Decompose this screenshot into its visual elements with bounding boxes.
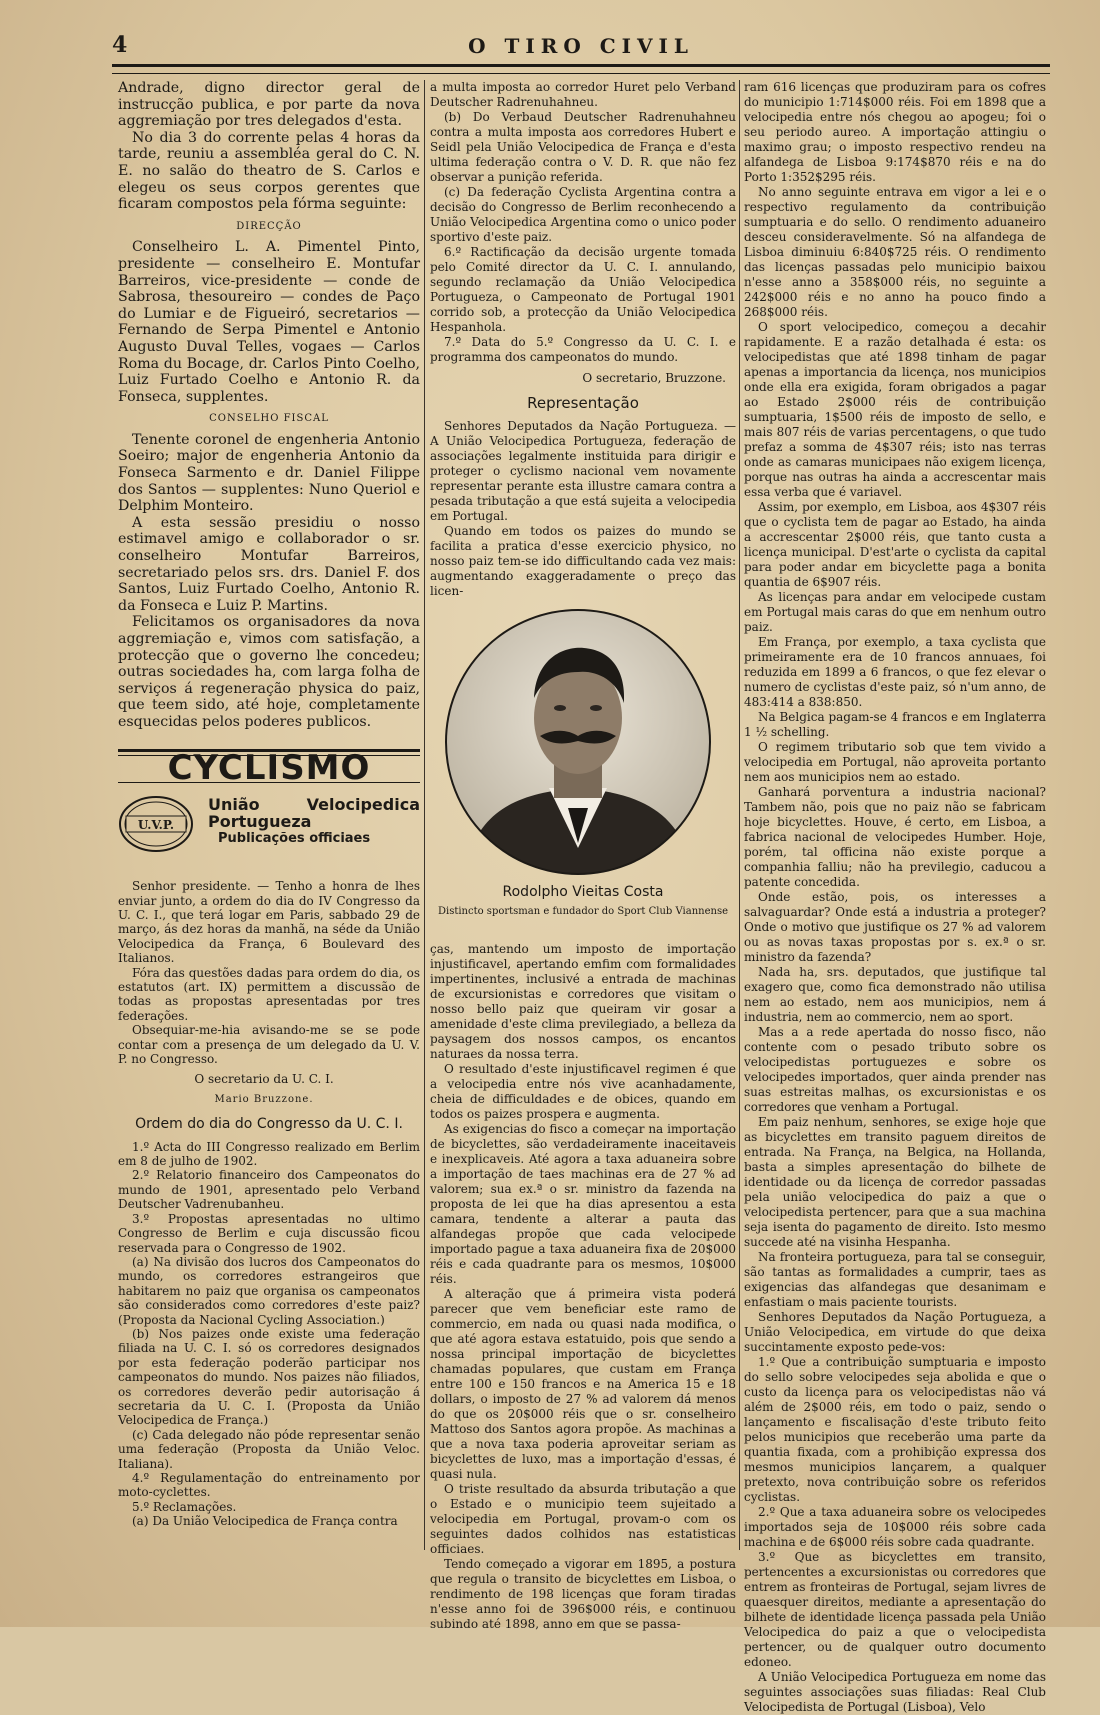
column-divider	[424, 80, 425, 1550]
uvp-logo-text: U.V.P.	[137, 818, 175, 833]
paragraph: (c) Da federação Cyclista Argentina contra a decisão do Congresso de Berlim reconhecendo a União Velocipedica Argentina como o unico poder sportivo d'este paiz.	[430, 185, 736, 244]
agenda-item: (c) Cada delegado não póde representar senão uma federação (Proposta da União Veloc. Italiana).	[118, 1427, 420, 1471]
representacao-heading: Representação	[527, 394, 639, 412]
column-2-bottom	[430, 942, 736, 1631]
paragraph: Senhor presidente. — Tenho a honra de lhes enviar junto, a ordem do dia do IV Congresso da U. C. I., que terá logar em Paris, sabbado 29 de março, ás dez horas da manhã, na séde da União Velocipedica da França, 6 Boulevard des Italianos.	[118, 879, 420, 966]
portrait-caption-subtitle: Distincto sportsman e fundador do Sport Club Viannense	[437, 906, 728, 917]
paragraph: 7.º Data do 5.º Congresso da U. C. I. e programma dos campeonatos do mundo.	[430, 335, 736, 364]
paragraph: Felicitamos os organisadores da nova aggremiação e, vimos com satisfação, a protecção que o governo lhe concedeu; outras sociedades ha, com larga folha de serviços á regeneração physica do paiz, que teem sido, até hoje, completamente esquecidas pelos poderes publicos.	[118, 614, 420, 730]
agenda-item: (b) Nos paizes onde existe uma federação filiada na U. C. I. só os corredores designados por esta federação poderão participar nos campeonatos do mundo. Nos paizes não filiados, os corredores deverão pedir autorisação á secretaria da U. C. I. (Proposta da União Velocipedica de França.)	[118, 1326, 420, 1428]
column-2-top	[430, 80, 736, 598]
signature-name: Mario Bruzzone.	[214, 1093, 314, 1105]
uvp-subtitle: Publicações officiaes	[218, 831, 371, 847]
paragraph: Na Belgica pagam-se 4 francos e em Inglaterra 1 ½ schelling.	[744, 710, 1046, 739]
uvp-header	[118, 791, 420, 869]
paragraph: As exigencias do fisco a começar na importação de bicyclettes, são verdadeiramente inaceitaveis e inexplicaveis. Até agora a taxa aduaneira sobre a importação de taes machinas era de 27 % ad valorem; sua ex.ª o sr. ministro da fazenda na proposta de lei que ha dias apresentou a esta camara, tendente a alterar a pauta das alfandegas propõe que cada velocipede importado pague a taxa aduaneira fixa de 20$000 réis e cada quadrante para os mesmos, 10$000 réis.	[430, 1122, 736, 1286]
paragraph: 1.º Que a contribuição sumptuaria e imposto do sello sobre velocipedes seja abolida e que o custo da licença para os velocipedistas não vá além de 2$000 réis, em todo o paiz, sendo o lançamento e fiscalisação d'este tributo feito pelos municipios que receberão uma parte da quantia fixada, com a prohibição expressa dos mesmos municipios lançarem, a qualquer pretexto, nova contribuição sobre os referidos cyclistas.	[744, 1355, 1046, 1504]
paragraph: 2.º Que a taxa aduaneira sobre os velocipedes importados seja de 10$000 réis sobre cada machina e de 6$000 réis sobre cada quadrante.	[744, 1505, 1046, 1549]
paragraph: A esta sessão presidiu o nosso estimavel amigo e collaborador o sr. conselheiro Montufar Barreiros, secretariado pelos srs. drs. Daniel F. dos Santos, Luiz Furtado Coelho, Antonio R. da Fonseca e Luiz P. Martins.	[118, 514, 420, 614]
paragraph: As licenças para andar em velocipede custam em Portugal mais caras do que em nenhum outro paiz.	[744, 590, 1046, 634]
running-title: O TIRO CIVIL	[468, 34, 694, 58]
subheading-conselho-fiscal: CONSELHO FISCAL	[209, 413, 329, 425]
official-publications	[118, 879, 420, 1528]
paragraph: ças, mantendo um imposto de importação injustificavel, apertando emfim com formalidades impertinentes, inclusivé a entrada de machinas de excursionistas e corredores que visitam o nosso bello paiz que queiram vir gosar a amenidade d'este clima previlegiado, a belleza da paysagem dos nossos campos, os encantos naturaes da nossa terra.	[430, 942, 736, 1061]
agenda-item: (a) Da União Velocipedica de França contra	[132, 1514, 398, 1529]
paragraph: 6.º Ractificação da decisão urgente tomada pelo Comité director da U. C. I. annulando, segundo reclamação da União Velocipedica Portugueza, o Campeonato de Portugal 1901 corrido sob, a protecção da União Velocipedica Hespanhola.	[430, 245, 736, 334]
ordem-heading: Ordem do dia do Congresso da U. C. I.	[135, 1116, 403, 1133]
header-rule	[112, 64, 1050, 74]
paragraph: O regimem tributario sob que tem vivido a velocipedia em Portugal, não aproveita portanto nem aos municipios nem ao estado.	[744, 740, 1046, 784]
paragraph: Quando em todos os paizes do mundo se facilita a pratica d'esse exercicio physico, no nosso paiz tem-se ido difficultando cada vez mais: augmentando exaggeradamente o preço das licen-	[430, 524, 736, 598]
paragraph: A alteração que á primeira vista poderá parecer que vem beneficiar este ramo de commercio, em nada ou quasi nada modifica, o que até agora estava estatuido, pois que sendo a nossa principal importação de bicyclettes chamadas populares, que custam em França entre 100 e 150 francos e na America 15 e 18 dollars, o imposto de 27 % ad valorem dá menos do que os 20$000 réis que o sr. conselheiro Mattoso dos Santos agora propõe. As machinas a que a nova taxa poderia aproveitar seriam as bicyclettes de luxo, mas a importação d'essas, é quasi nula.	[430, 1287, 736, 1481]
paragraph: Tenente coronel de engenheria Antonio Soeiro; major de engenheria Antonio da Fonseca Sarmento e dr. Daniel Filippe dos Santos — supplentes: Nuno Queriol e Delphim Monteiro.	[118, 431, 420, 515]
paragraph: O resultado d'este injustificavel regimen é que a velocipedia entre nós vive acanhadamente, cheia de difficuldades e de obices, quando em todos os paizes prospera e augmenta.	[430, 1062, 736, 1121]
agenda-item: 2.º Relatorio financeiro dos Campeonatos do mundo de 1901, apresentado pelo Verband Deutscher Vadrenubanheu.	[118, 1168, 420, 1212]
signature-role: O secretario da U. C. I.	[194, 1072, 334, 1087]
paragraph: Mas a a rede apertada do nosso fisco, não contente com o pesado tributo sobre os velocipedistas portuguezes e sobre os velocipedes importados, quer ainda prender nas suas estreitas malhas, os excursionistas e os corredores que venham a Portugal.	[744, 1025, 1046, 1114]
paragraph: Conselheiro L. A. Pimentel Pinto, presidente — conselheiro E. Montufar Barreiros, vice-presidente — conde de Sabrosa, thesoureiro — condes de Paço do Lumiar e de Figueiró, secretarios — Fernando de Serpa Pimentel e Antonio Augusto Duval Telles, vogaes — Carlos Roma du Bocage, dr. Carlos Pinto Coelho, Luiz Furtado Coelho e Antonio R. da Fonseca, supplentes.	[118, 239, 420, 405]
subheading-direccao: DIRECÇÃO	[236, 220, 302, 232]
paragraph: a multa imposta ao corredor Huret pelo Verband Deutscher Radrenuhahneu.	[430, 80, 736, 109]
agenda-item: 5.º Reclamações.	[132, 1499, 237, 1514]
portrait-figure	[430, 600, 736, 930]
paragraph: ram 616 licenças que produziram para os cofres do municipio 1:714$000 réis. Foi em 1898 que a velocipedia entre nós chegou ao apogeu; foi o seu periodo aureo. A importação attingiu o maximo grau; o imposto respectivo rendeu na alfandega de Lisboa 9:174$870 réis e na do Porto 1:352$295 réis.	[744, 80, 1046, 184]
column-divider	[739, 80, 740, 1550]
paragraph: Obsequiar-me-hia avisando-me se se pode contar com a presença de um delegado da U. V. P. no Congresso.	[118, 1023, 420, 1067]
paragraph: Em paiz nenhum, senhores, se exige hoje que as bicyclettes em transito paguem direitos de entrada. Na França, na Belgica, na Hollanda, basta a simples apresentação do bilhete de identidade ou da licença de corredor passadas pela união velocipedica do paiz a que o velocipedista pertencer, para que a sua machina seja isenta do pagamento de direito. Isto mesmo succede até na visinha Hespanha.	[744, 1115, 1046, 1249]
uvp-logo-icon	[118, 795, 194, 853]
paragraph: Tendo começado a vigorar em 1895, a postura que regula o transito de bicyclettes em Lisboa, o rendimento de 198 licenças que foram tiradas n'esse anno foi de 396$000 réis, e continuou subindo até 1898, anno em que se passa-	[430, 1557, 736, 1631]
paragraph: Em França, por exemplo, a taxa cyclista que primeiramente era de 10 francos annuaes, foi reduzida em 1899 a 6 francos, o que fez elevar o numero de cyclistas d'este paiz, só n'um anno, de 483:414 a 838:850.	[744, 635, 1046, 709]
paragraph: O triste resultado da absurda tributação a que o Estado e o municipio teem sujeitado a velocipedia em Portugal, provam-o com os seguintes dados colhidos nas estatisticas officiaes.	[430, 1482, 736, 1556]
paragraph: Senhores Deputados da Nação Portugueza, a União Velocipedica, em virtude do que deixa succintamente exposto pede-vos:	[744, 1310, 1046, 1354]
uvp-title: União Velocipedica Portugueza	[208, 795, 420, 831]
paragraph: O sport velocipedico, começou a decahir rapidamente. E a razão detalhada é esta: os velocipedistas que até 1898 tinham de pagar apenas a importancia da licença, nos municipios onde ella era exigida, foram obrigados a pagar ao Estado 2$000 réis de contribuição sumptuaria, 1$500 réis de imposto de sello, e mais 807 réis de varias percentagens, o que tudo prefaz a somma de 4$307 réis; isto nas terras onde as camaras municipaes não exigem licença, porque nas outras ha ainda a accrescentar mais essa verba que é variavel.	[744, 320, 1046, 499]
paragraph: Andrade, digno director geral de instrucção publica, e por parte da nova aggremiação por tres delegados d'esta.	[118, 80, 420, 130]
paragraph: 3.º Que as bicyclettes em transito, pertencentes a excursionistas ou corredores que entrem as fronteiras de Portugal, sejam livres de quaesquer direitos, mediante a apresentação do bilhete de identidade licença passada pela União Velocipedica do paiz a que o velocipedista pertencer, ou de qualquer outro documento edoneo.	[744, 1550, 1046, 1669]
paragraph: Senhores Deputados da Nação Portugueza. — A União Velocipedica Portugueza, federação de associações legalmente instituida para dirigir e proteger o cyclismo nacional vem novamente representar perante esta illustre camara contra a pesada tributação a que está sujeita a velocipedia em Portugal.	[430, 419, 736, 523]
masthead	[112, 28, 1050, 68]
paragraph: (b) Do Verbaud Deutscher Radrenuhahneu contra a multa imposta aos corredores Hubert e Seidl pela União Velocipedica de França e d'esta ultima federação contra o V. D. R. que não fez observar a punição referida.	[430, 110, 736, 184]
paragraph: No anno seguinte entrava em vigor a lei e o respectivo regulamento da contribuição sumptuaria e do sello. O rendimento aduaneiro desceu consideravelmente. Só na alfandega de Lisboa diminuiu 6:840$725 réis. O rendimento das licenças passadas pelo municipio baixou n'esse anno a 358$000 réis, no seguinte a 242$000 réis e no anno ha pouco findo a 268$000 réis.	[744, 185, 1046, 319]
signature: O secretario, Bruzzone.	[582, 371, 726, 385]
page-number: 4	[112, 32, 128, 58]
portrait-caption-name: Rodolpho Vieitas Costa	[502, 884, 664, 900]
column-3	[744, 80, 1046, 1714]
agenda-item: 1.º Acta do III Congresso realizado em Berlim em 8 de julho de 1902.	[118, 1139, 420, 1169]
paragraph: Nada ha, srs. deputados, que justifique tal exagero que, como fica demonstrado não utilisa nem ao estado, nem aos municipios, nem á industria, nem ao commercio, nem ao sport.	[744, 965, 1046, 1024]
paragraph: Fóra das questões dadas para ordem do dia, os estatutos (art. IX) permittem a discussão de todas as propostas apresentadas por tres federações.	[118, 965, 420, 1023]
column-1	[118, 80, 420, 1550]
paragraph: Onde estão, pois, os interesses a salvaguardar? Onde está a industria a proteger? Onde o motivo que justifique os 27 % ad valorem ou as novas taxas propostas por s. ex.ª o sr. ministro da fazenda?	[744, 890, 1046, 964]
section-title-cyclismo: CYCLISMO	[167, 747, 371, 788]
paragraph: Ganhará porventura a industria nacional? Tambem não, pois que no paiz não se fabricam hoje bicyclettes. Houve, é certo, em Lisboa, a fabrica nacional de velocipedes Humber. Hoje, porém, tal officina não existe porque a companhia falliu; não ha previlegio, caducou a patente concedida.	[744, 785, 1046, 889]
agenda-item: 4.º Regulamentação do entreinamento por moto-cyclettes.	[118, 1471, 420, 1500]
paragraph: Na fronteira portugueza, para tal se conseguir, são tantas as formalidades a cumprir, taes as exigencias das alfandegas que desanimam e enfastiam o mais paciente tourists.	[744, 1250, 1046, 1309]
portrait-image	[444, 608, 712, 876]
paragraph: No dia 3 do corrente pelas 4 horas da tarde, reuniu a assembléa geral do C. N. E. no salão do theatro de S. Carlos e elegeu os seus corpos gerentes que ficaram compostos pela fórma seguinte:	[118, 129, 420, 213]
paragraph: Assim, por exemplo, em Lisboa, aos 4$307 réis que o cyclista tem de pagar ao Estado, ha ainda a accrescentar 2$000 réis, que tanto custa a licença municipal. D'est'arte o cyclista da capital para poder andar em bicyclette paga a bonita quantia de 6$907 réis.	[744, 500, 1046, 589]
agenda-item: (a) Na divisão dos lucros dos Campeonatos do mundo, os corredores estrangeiros que habitarem no paiz que organisa os campeonatos são considerados como corredores d'este paiz? (Proposta da Nacional Cycling Association.)	[118, 1254, 420, 1327]
paragraph: A União Velocipedica Portugueza em nome das seguintes associações suas filiadas: Real Club Velocipedista de Portugal (Lisboa), Velo	[744, 1670, 1046, 1714]
agenda-item: 3.º Propostas apresentadas no ultimo Congresso de Berlim e cuja discussão ficou reservada para o Congresso de 1902.	[118, 1211, 420, 1255]
